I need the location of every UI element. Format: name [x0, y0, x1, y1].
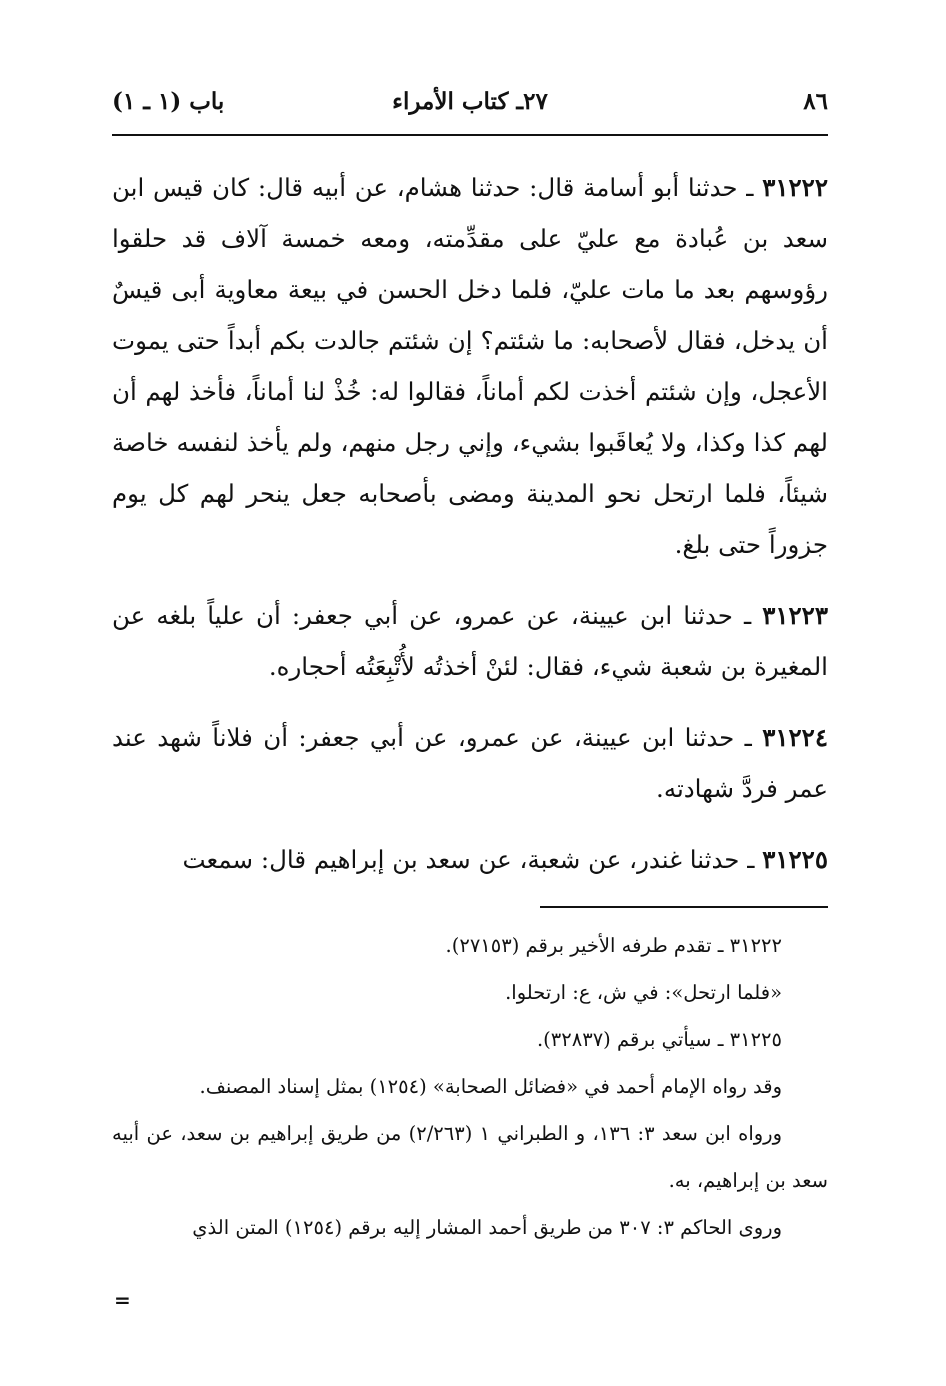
hadith-number: ٣١٢٢٣ [762, 601, 828, 630]
hadith-paragraph [112, 712, 828, 814]
footnote: ورواه ابن سعد ٣: ١٣٦، و الطبراني ١ (٢/٢٦٣) من طريق إبراهيم بن سعد، عن أبيه سعد بن إبراهيم، به. [112, 1122, 828, 1192]
footnotes [112, 922, 828, 1251]
header-divider [112, 134, 828, 136]
footnote: وقد رواه الإمام أحمد في «فضائل الصحابة» (١٢٥٤) بمثل إسناد المصنف. [199, 1075, 782, 1098]
footnote: وروى الحاكم ٣: ٣٠٧ من طريق أحمد المشار إليه برقم (١٢٥٤) المتن الذي [192, 1216, 782, 1239]
hadith-paragraph [112, 590, 828, 692]
section-label: باب (١ ـ ١) [112, 88, 225, 115]
hadith-paragraph [112, 162, 828, 570]
hadith-number: ٣١٢٢٢ [762, 173, 828, 202]
hadith-text: ـ حدثنا غندر، عن شعبة، عن سعد بن إبراهيم قال: سمعت [182, 845, 763, 874]
hadith-text: ـ حدثنا ابن عيينة، عن عمرو، عن أبي جعفر: أن فلاناً شهد عند عمر فردَّ شهادته. [112, 723, 828, 803]
footnote: ٣١٢٢٢ ـ تقدم طرفه الأخير برقم (٢٧١٥٣). [445, 934, 782, 957]
hadith-text: ـ حدثنا أبو أسامة قال: حدثنا هشام، عن أبيه قال: كان قيس ابن سعد بن عُبادة مع عليّ على مقدِّمته، ومعه خمسة آلاف قد حلقوا رؤوسهم بعد ما مات عليّ، فلما دخل الحسن في بيعة معاوية أبى قيسٌ أن يدخل، فقال لأصحابه: ما شئتم؟ إن شئتم جالدت بكم أبداً حتى يموت الأعجل، وإن شئتم أخذت لكم أماناً، فقالوا له: خُذْ لنا أماناً، فأخذ لهم أن لهم كذا وكذا، ولا يُعاقَبوا بشيء، وإني رجل منهم، ولم يأخذ لنفسه خاصة شيئاً، فلما ارتحل نحو المدينة ومضى بأصحابه جعل ينحر لهم كل يوم جزوراً حتى بلغ. [112, 173, 828, 559]
hadith-number: ٣١٢٢٥ [762, 845, 828, 874]
footnote: «فلما ارتحل»: في ش، ع: ارتحلوا. [505, 981, 782, 1004]
page-number: ٨٦ [803, 88, 828, 115]
main-text [112, 162, 828, 885]
hadith-text: ـ حدثنا ابن عيينة، عن عمرو، عن أبي جعفر: أن علياً بلغه عن المغيرة بن شعبة شيء، فقال: لئنْ أخذتُه لأُتْبِعَتُه أحجاره. [112, 601, 828, 681]
footnote-divider [540, 906, 828, 908]
hadith-paragraph [112, 834, 828, 885]
hadith-number: ٣١٢٢٤ [762, 723, 828, 752]
footnote: ٣١٢٢٥ ـ سيأتي برقم (٣٢٨٣٧). [536, 1028, 782, 1051]
chapter-title: ٢٧ـ كتاب الأمراء [392, 88, 548, 115]
continuation-marker: = [114, 1288, 131, 1312]
page-header [112, 84, 828, 130]
